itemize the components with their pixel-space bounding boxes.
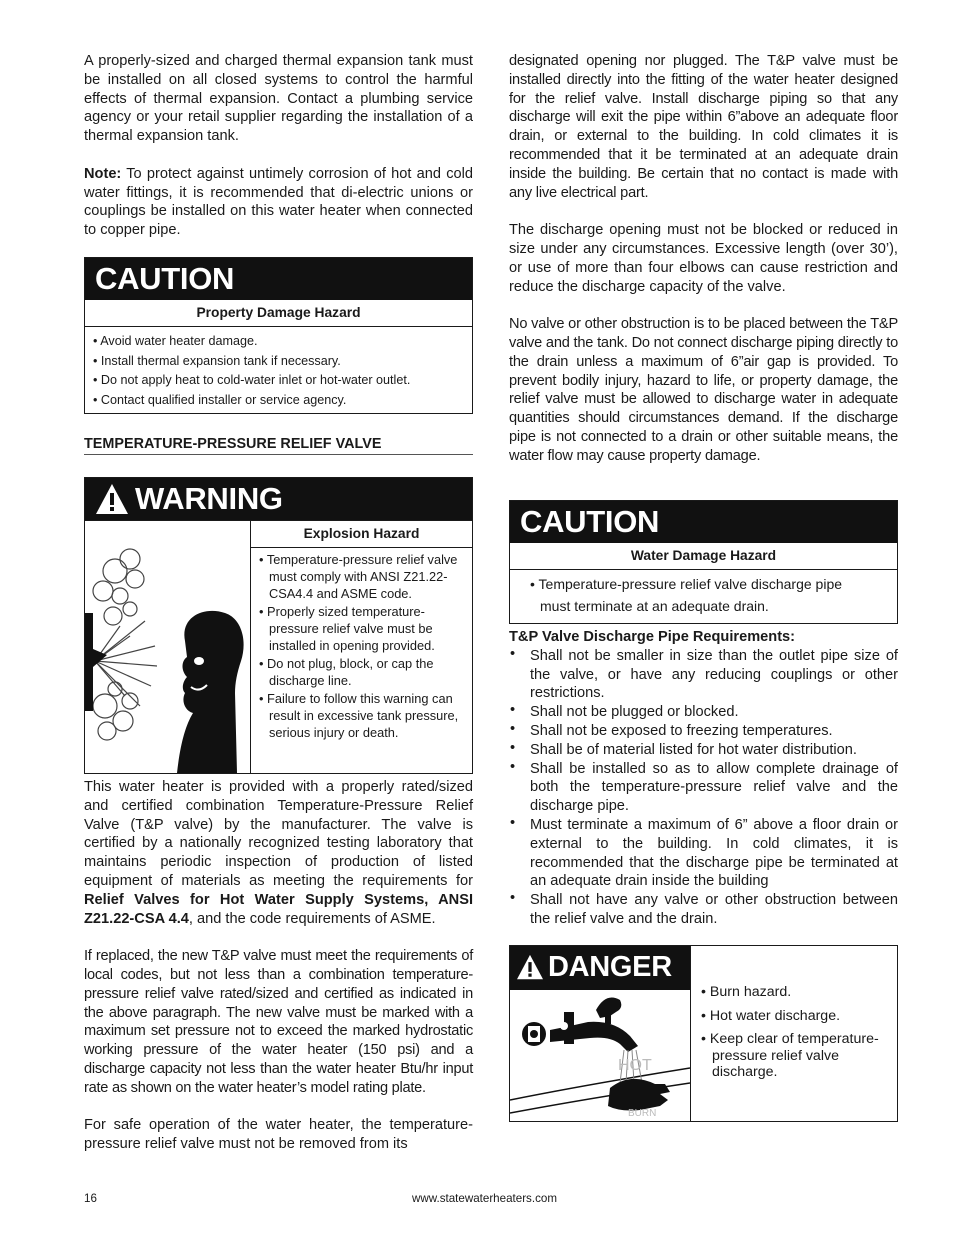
burn-label: BURN xyxy=(628,1108,657,1119)
warning-explosion-box xyxy=(84,477,473,774)
list-item: • Contact qualified installer or service agency. xyxy=(93,391,462,411)
burn-pictogram xyxy=(510,988,690,1121)
tp-valve-paragraph xyxy=(84,778,473,928)
list-item: • Hot water discharge. xyxy=(701,1008,891,1025)
caution-item-line: must terminate at an adequate drain. xyxy=(540,598,769,614)
obstruction-paragraph: No valve or other obstruction is to be placed between the T&P valve and the tank. Do not connect discharge piping directly to the drain unless a maximum of 6”air gap is provided. To prevent bodily injury, hazard to life, or property damage, the relief valve must be allowed to discharge water in adequate quantities should circumstances demand. If the discharge pipe is not connected to a drain or other suitable means, the water flow may cause property damage. xyxy=(509,316,898,464)
caution-property-damage-box xyxy=(84,257,473,414)
left-column-lower xyxy=(84,778,473,1154)
installation-paragraph: designated opening nor plugged. The T&P valve must be installed directly into the fitting of the water heater designed for the relief valve. Install discharge piping so that any discharge will exit the pipe within 6”above an adequate floor drain, or external to the building. In cold climates it is recommended that it be terminated at an adequate drain inside the building. Be certain that no contact is made with any live electrical part. xyxy=(509,53,898,201)
danger-list xyxy=(691,946,897,1081)
danger-burn-box xyxy=(509,945,898,1122)
tp-valve-text-end: , and the code requirements of ASME. xyxy=(188,910,436,927)
caution-subtitle: Property Damage Hazard xyxy=(85,300,472,327)
list-item: • Do not plug, block, or cap the discharge line. xyxy=(259,656,466,690)
requirements-section xyxy=(509,628,898,929)
explosion-pictogram xyxy=(85,521,251,773)
list-item: • Shall be installed so as to allow complete drainage of both the temperature-pressure relief valve and the discharge pipe. xyxy=(509,760,898,816)
page-number: 16 xyxy=(84,1192,97,1205)
list-item: • Temperature-pressure relief valve must comply with ANSI Z21.22-CSA4.4 and ASME code. xyxy=(259,552,466,602)
caution-item-line: • Temperature-pressure relief valve discharge pipe xyxy=(530,576,843,592)
danger-layout xyxy=(510,946,897,1121)
safe-operation-paragraph: For safe operation of the water heater, the temperature-pressure relief valve must not be removed from its xyxy=(84,1117,473,1153)
warning-subtitle: Explosion Hazard xyxy=(251,521,472,548)
requirements-list xyxy=(509,647,898,929)
warning-triangle-icon xyxy=(95,483,129,515)
warning-body xyxy=(85,521,472,773)
caution-header: CAUTION xyxy=(85,258,472,300)
right-column xyxy=(509,52,898,466)
list-item: • Burn hazard. xyxy=(701,984,891,1001)
danger-left-panel xyxy=(510,946,691,1121)
list-item: • Shall not be smaller in size than the outlet pipe size of the valve, or have any reducing couplings or other restrictions. xyxy=(509,647,898,703)
danger-triangle-icon xyxy=(516,954,544,980)
discharge-opening-paragraph: The discharge opening must not be blocked or reduced in size under any circumstances. Excessive length (over 30’), or use of more than four elbows can cause restriction and reduce the discharge capacity of the valve. xyxy=(509,222,898,295)
warning-text-panel xyxy=(251,521,472,773)
replacement-paragraph: If replaced, the new T&P valve must meet the requirements of local codes, but not less than a combination temperature-pressure relief valve rated/sized and certified as indicated in the above paragraph. The new valve must be marked with a maximum set pressure not to exceed the marked hydrostatic working pressure of the water heater (150 psi) and a discharge capacity not less than the water heater Btu/hr input rate as shown on the water heater’s model rating plate. xyxy=(84,948,473,1096)
tp-valve-standard: Relief Valves for Hot Water Supply Systems, ANSI Z21.22-CSA 4.4 xyxy=(84,891,473,927)
caution-list xyxy=(85,327,472,413)
footer-website-link[interactable]: www.statewaterheaters.com xyxy=(412,1192,557,1205)
danger-text-panel xyxy=(691,946,897,1121)
list-item: • Shall not have any valve or other obstruction between the relief valve and the drain. xyxy=(509,891,898,929)
note-text: To protect against untimely corrosion of hot and cold water fittings, it is recommended that di-electric unions or couplings be installed on this water heater when connected to copper pipe. xyxy=(84,165,473,239)
warning-header xyxy=(85,478,472,521)
list-item: • Avoid water heater damage. xyxy=(93,332,462,352)
note-paragraph xyxy=(84,165,473,240)
list-item: • Keep clear of temperature-pressure relief valve discharge. xyxy=(701,1031,891,1081)
list-item: • Shall be of material listed for hot water distribution. xyxy=(509,741,898,760)
note-label: Note: xyxy=(84,165,122,182)
tp-valve-text: This water heater is provided with a properly rated/sized and certified combination Temperature-Pressure Relief Valve (T&P valve) by the manufacturer. The valve is certified by a nationally recognized testing laboratory that maintains periodic inspection of production of listed equipment of materials as meeting the requirements for xyxy=(84,779,473,889)
explosion-person-icon xyxy=(85,521,250,773)
hot-water-hand-icon xyxy=(510,988,690,1121)
left-column xyxy=(84,52,473,259)
requirements-title: T&P Valve Discharge Pipe Requirements: xyxy=(509,629,796,645)
expansion-tank-paragraph: A properly-sized and charged thermal expansion tank must be installed on all closed systems to control the harmful effects of thermal expansion. Contact a plumbing service agency or your retail supplier regarding the installation of a thermal expansion tank. xyxy=(84,53,473,145)
list-item: • Do not apply heat to cold-water inlet or hot-water outlet. xyxy=(93,371,462,391)
caution-water-damage-box xyxy=(509,500,898,624)
caution-subtitle: Water Damage Hazard xyxy=(510,543,897,570)
caution-header: CAUTION xyxy=(510,501,897,543)
list-item: • Properly sized temperature-pressure relief valve must be installed in opening provided. xyxy=(259,604,466,654)
danger-title: DANGER xyxy=(548,951,672,983)
warning-title: WARNING xyxy=(135,481,283,516)
hot-label: HOT xyxy=(618,1057,652,1074)
danger-header xyxy=(510,946,690,988)
list-item: • Shall not be plugged or blocked. xyxy=(509,703,898,722)
caution-item xyxy=(510,570,897,617)
list-item: • Shall not be exposed to freezing temperatures. xyxy=(509,722,898,741)
list-item: • Must terminate a maximum of 6” above a floor drain or external to the building. In cold climates, it is recommended that the discharge pipe be terminated at an adequate drain inside the building xyxy=(509,816,898,891)
section-heading: TEMPERATURE-PRESSURE RELIEF VALVE xyxy=(84,436,473,455)
warning-list xyxy=(251,548,472,742)
list-item: • Failure to follow this warning can result in excessive tank pressure, serious injury or death. xyxy=(259,691,466,741)
list-item: • Install thermal expansion tank if necessary. xyxy=(93,352,462,372)
